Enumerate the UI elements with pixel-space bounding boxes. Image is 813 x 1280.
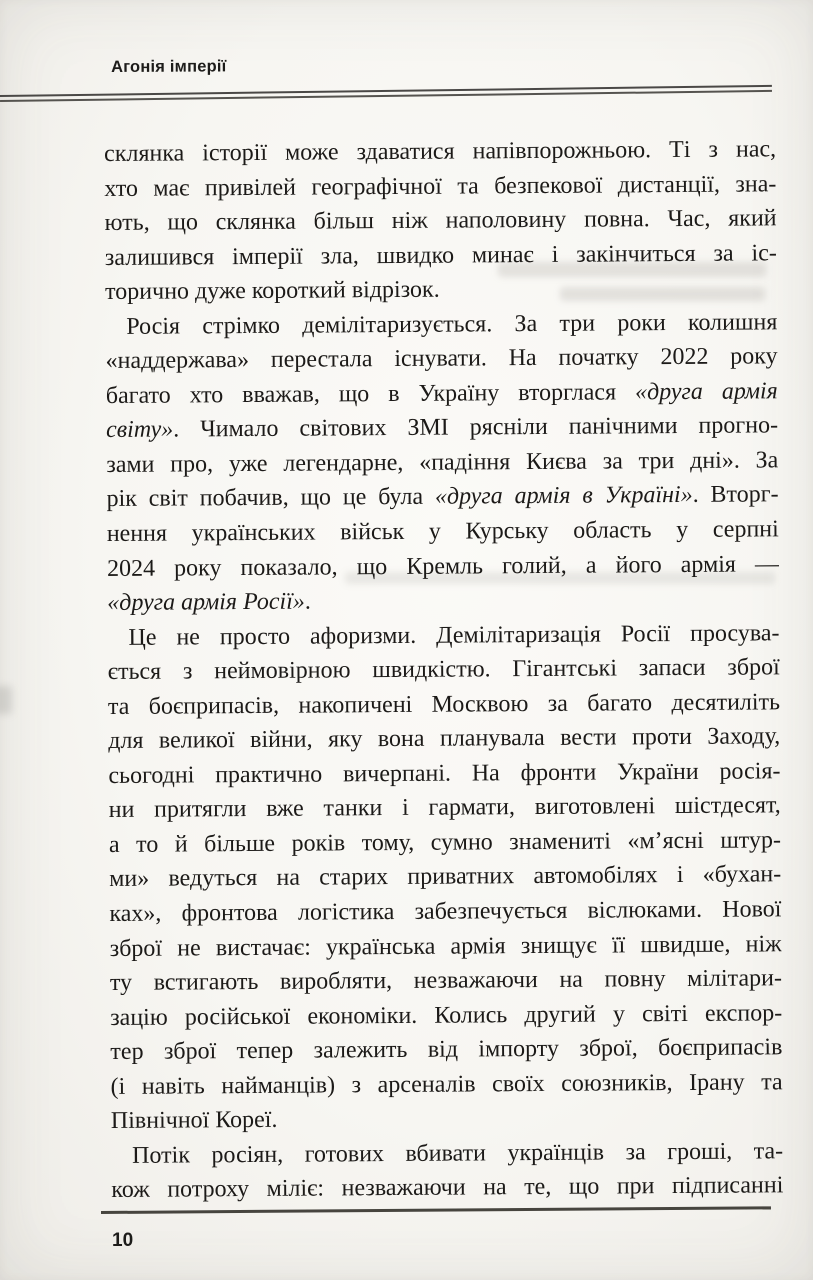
- text-segment: та боєприпасів, накопичені Москвою за багато десятиліть: [107, 689, 781, 720]
- text-segment: склянка історії може здаватися напівпорожньою. Ті з нас,: [104, 136, 777, 167]
- text-segment: ють, що склянка більш ніж наполовину повна. Час, який: [104, 205, 777, 237]
- text-segment: зами про, уже легендарне, «падіння Києва за три дні». За: [106, 447, 779, 478]
- text-line: [110, 1031, 782, 1070]
- text-line: [105, 305, 777, 344]
- text-line: [105, 236, 777, 275]
- text-line: [110, 996, 782, 1035]
- text-line: [106, 443, 778, 482]
- text-line: [110, 961, 782, 1000]
- text-segment: . Вторг-: [692, 481, 779, 509]
- paragraph: [107, 616, 783, 1139]
- edge-smudge: [0, 686, 12, 714]
- text-segment: торично дуже короткий відрізок.: [104, 276, 440, 306]
- text-line: [109, 858, 781, 897]
- text-segment: ни притягли вже танки і гармати, виготовлені шістдесят,: [108, 792, 781, 824]
- text-line: [106, 478, 778, 517]
- text-segment: 2024 року показало, що Кремль голий, а його армія —: [106, 550, 780, 582]
- text-segment: Північної Кореї.: [110, 1107, 278, 1135]
- italic-text-segment: «друга армія Росії»: [107, 588, 305, 617]
- text-segment: ми» ведуться на старих приватних автомобілях і «бухан-: [109, 861, 782, 893]
- paragraph: [104, 132, 777, 309]
- text-segment: сьогодні практично вичерпані. На фронти України росія-: [108, 758, 781, 789]
- text-segment: ках», фронтова логістика забезпечується віслюками. Нової: [109, 896, 782, 928]
- text-line: [110, 927, 782, 966]
- text-segment: залишився імперії зла, швидко минає і закінчиться за іс-: [104, 239, 777, 271]
- text-line: [104, 167, 776, 206]
- text-segment: зброї не вистачає: українська армія знищує її швидше, ніж: [109, 930, 782, 962]
- text-block: [104, 132, 783, 1208]
- text-segment: тер зброї тепер залежить від імпорту зброї, боєприпасів: [110, 1034, 783, 1066]
- text-segment: Потік росіян, готових вбивати українців за гроші, та-: [132, 1138, 784, 1169]
- text-segment: Росія стрімко демілітаризується. За три роки колишня: [126, 309, 778, 340]
- italic-text-segment: світу»: [105, 416, 174, 444]
- italic-text-segment: «друга армія: [634, 378, 778, 406]
- text-segment: хто має привілей географічної та безпекової дистанції, зна-: [104, 170, 777, 202]
- text-line: [106, 374, 778, 413]
- text-line: [111, 1065, 783, 1104]
- text-segment: багато хто вважав, що в Україну вторглася: [105, 379, 636, 409]
- text-line: [108, 650, 780, 689]
- paragraph: [111, 1134, 783, 1208]
- page-number: 10: [112, 1230, 134, 1251]
- text-line: [109, 892, 781, 931]
- text-segment: нення українських військ у Курську область у серпні: [106, 516, 779, 548]
- text-segment: зацію російської економіки. Колись другий у світі експор-: [110, 999, 783, 1031]
- text-line: [105, 340, 777, 379]
- text-segment: Це не просто афоризми. Демілітаризація Росії просува-: [128, 619, 780, 651]
- text-segment: .: [304, 588, 311, 615]
- text-segment: рік світ побачив, що це була: [106, 484, 435, 513]
- text-line: [107, 616, 779, 655]
- text-segment: . Чимало світових ЗМІ рясніли панічними прогно-: [173, 412, 779, 443]
- text-segment: «наддержава» перестала існувати. На початку 2022 року: [105, 343, 778, 375]
- text-line: [104, 132, 776, 171]
- text-line: [106, 409, 778, 448]
- text-segment: а то й більше років тому, сумно знамениті «м’ясні штур-: [108, 827, 782, 858]
- running-header: Агонія імперії: [111, 57, 227, 76]
- text-line: [108, 720, 780, 759]
- text-line: [108, 685, 780, 724]
- text-line: [109, 823, 781, 862]
- text-line: [111, 1134, 783, 1173]
- paragraph: [105, 305, 779, 621]
- footer-rule: [101, 1206, 771, 1214]
- text-line: [104, 201, 776, 240]
- text-line: [111, 1169, 783, 1208]
- text-segment: (і навіть найманців) з арсеналів своїх союзників, Ірану та: [110, 1069, 783, 1100]
- text-line: [108, 754, 780, 793]
- text-line: [105, 270, 777, 309]
- text-segment: для великої війни, яку вона планувала вести проти Заходу,: [108, 723, 781, 755]
- header-rule: [0, 85, 772, 102]
- text-line: [109, 789, 781, 828]
- text-segment: ту встигають виробляти, незважаючи на повну мілітари-: [109, 965, 782, 997]
- text-line: [107, 512, 779, 551]
- italic-text-segment: «друга армія в Україні»: [434, 482, 693, 511]
- text-segment: кож потроху міліє: незважаючи на те, що при підписанні: [111, 1172, 784, 1204]
- text-line: [107, 581, 779, 620]
- text-line: [107, 547, 779, 586]
- text-segment: ється з неймовірною швидкістю. Гігантські запаси зброї: [107, 654, 780, 686]
- text-line: [111, 1100, 783, 1139]
